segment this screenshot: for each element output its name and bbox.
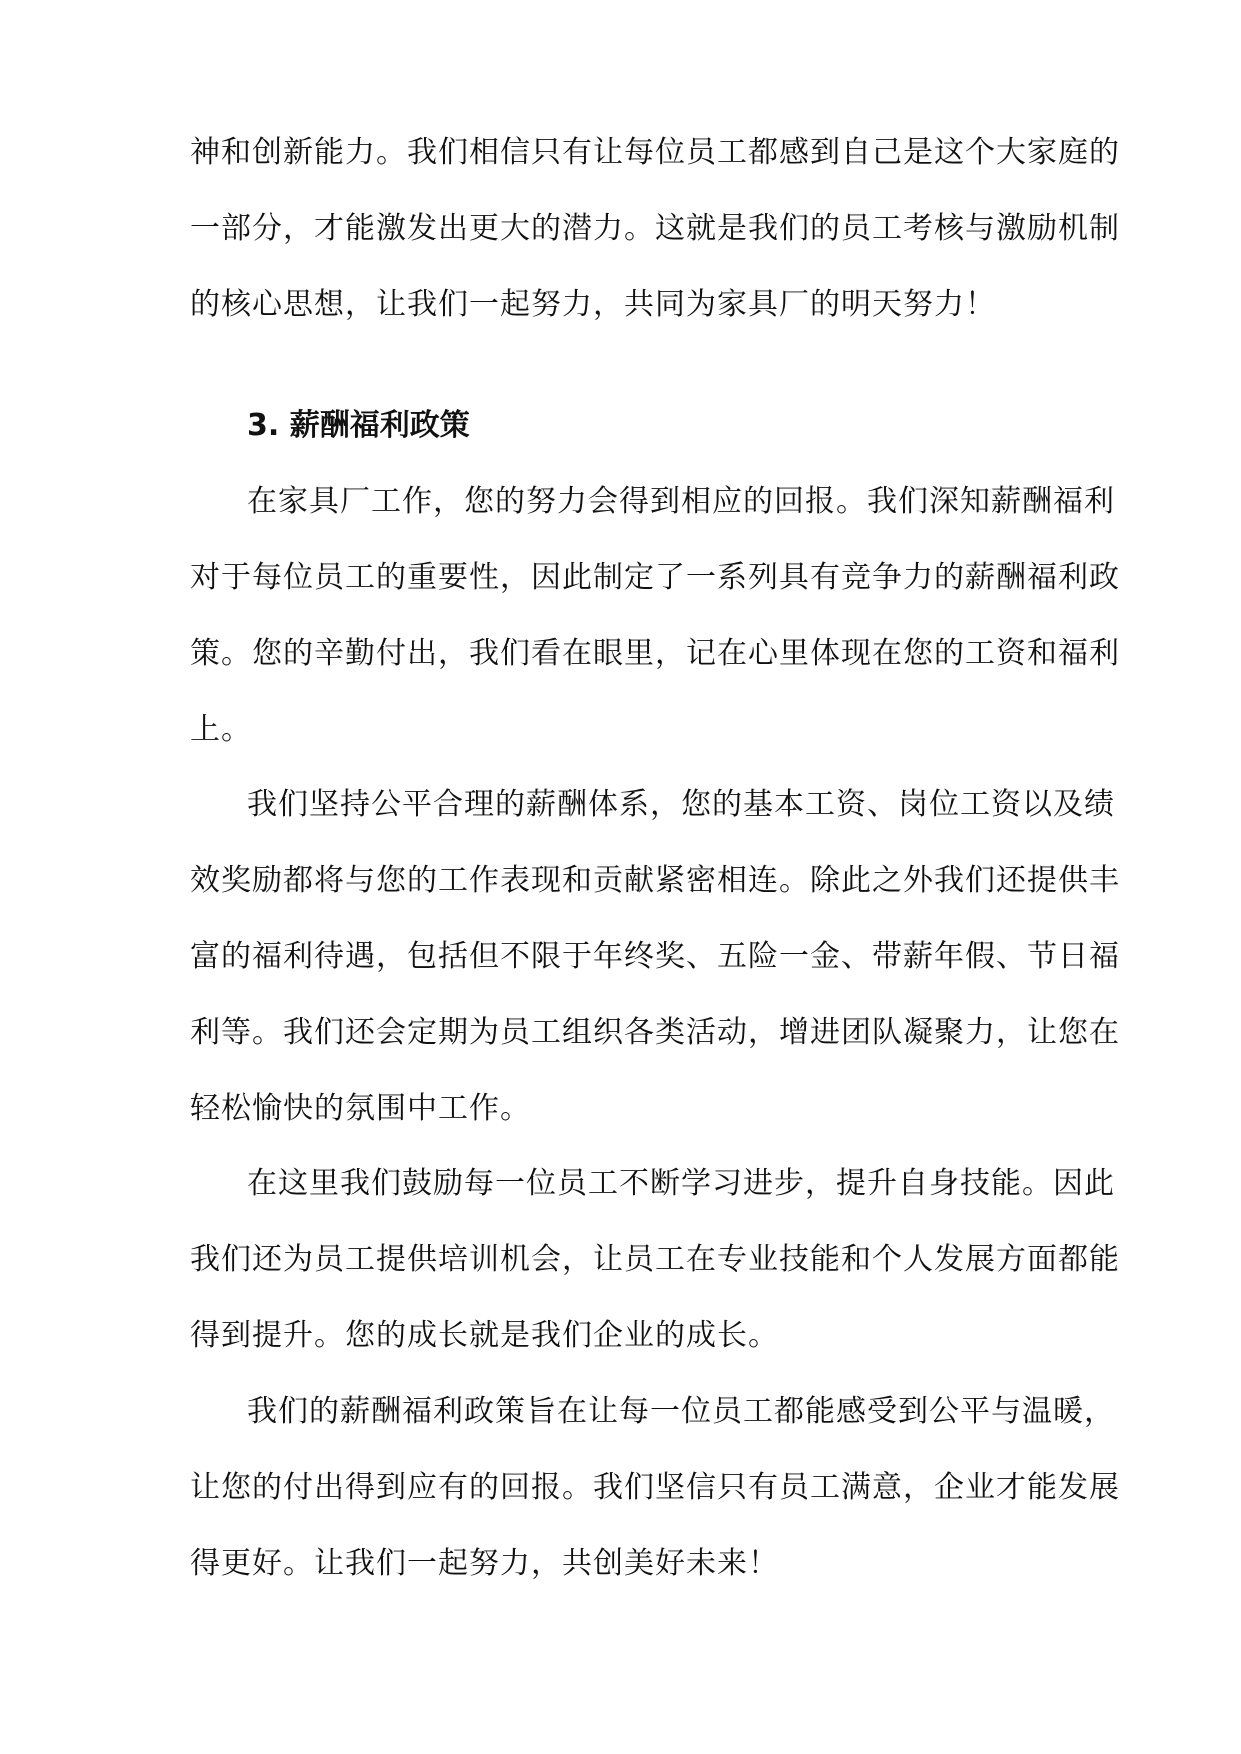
intro-line: 神和创新能力。我们相信只有让每位员工都感到自己是这个大家庭的: [190, 135, 1120, 170]
paragraph-line: 得到提升。您的成长就是我们企业的成长。: [190, 1318, 779, 1353]
paragraph-line: 对于每位员工的重要性，因此制定了一系列具有竞争力的薪酬福利政: [190, 560, 1120, 595]
paragraph-line: 效奖励都将与您的工作表现和贡献紧密相连。除此之外我们还提供丰: [190, 863, 1120, 898]
paragraph-line: 在这里我们鼓励每一位员工不断学习进步，提升自身技能。因此: [247, 1166, 1115, 1201]
paragraph-line: 利等。我们还会定期为员工组织各类活动，增进团队凝聚力，让您在: [190, 1015, 1120, 1050]
paragraph-line: 得更好。让我们一起努力，共创美好未来！: [190, 1546, 779, 1581]
paragraph-line: 在家具厂工作，您的努力会得到相应的回报。我们深知薪酬福利: [247, 484, 1115, 519]
section-heading: 3. 薪酬福利政策: [247, 408, 470, 443]
intro-line: 的核心思想，让我们一起努力，共同为家具厂的明天努力！: [190, 287, 996, 322]
paragraph-line: 富的福利待遇，包括但不限于年终奖、五险一金、带薪年假、节日福: [190, 939, 1120, 974]
paragraph-line: 策。您的辛勤付出，我们看在眼里，记在心里体现在您的工资和福利: [190, 636, 1120, 671]
intro-line: 一部分，才能激发出更大的潜力。这就是我们的员工考核与激励机制: [190, 211, 1120, 246]
paragraph-line: 我们还为员工提供培训机会，让员工在专业技能和个人发展方面都能: [190, 1242, 1120, 1277]
paragraph-line: 我们坚持公平合理的薪酬体系，您的基本工资、岗位工资以及绩: [247, 787, 1115, 822]
paragraph-line: 让您的付出得到应有的回报。我们坚信只有员工满意，企业才能发展: [190, 1470, 1120, 1505]
paragraph-line: 轻松愉快的氛围中工作。: [190, 1091, 531, 1126]
paragraph-line: 我们的薪酬福利政策旨在让每一位员工都能感受到公平与温暖，: [247, 1394, 1115, 1429]
paragraph-line: 上。: [190, 712, 252, 747]
